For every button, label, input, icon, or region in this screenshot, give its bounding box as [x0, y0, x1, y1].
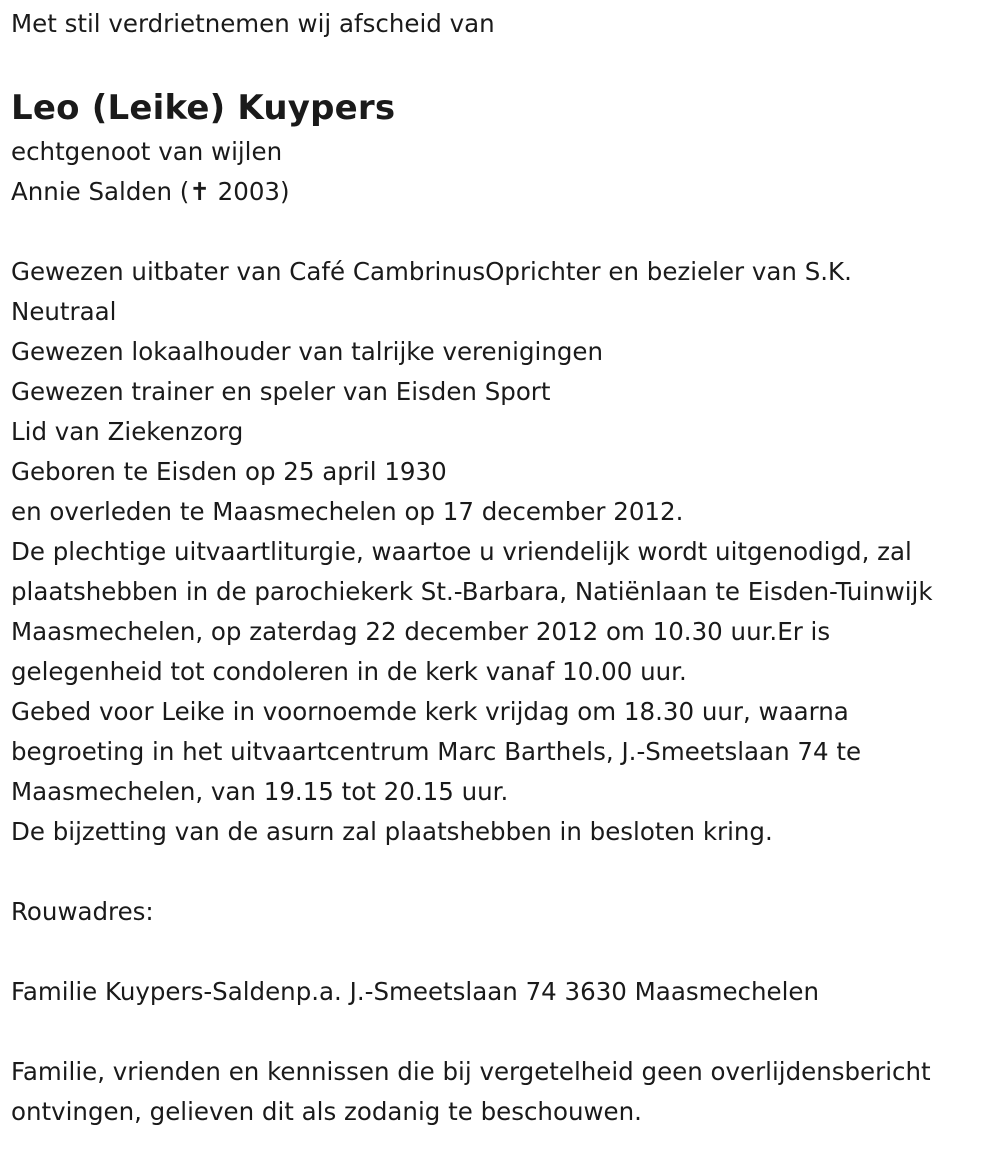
spacer	[11, 852, 991, 892]
role-line: Gewezen uitbater van Café CambrinusOprichter en bezieler van S.K.	[11, 257, 852, 286]
spacer	[11, 1012, 991, 1052]
prayer-paragraph: Gebed voor Leike in voornoemde kerk vrijdag om 18.30 uur, waarna begroeting in het uitvaartcentrum Marc Barthels, J.-Smeetslaan 74 te Maasmechelen, van 19.15 tot 20.15 uur.	[11, 697, 862, 806]
spouse-line-2: Annie Salden (✝ 2003)	[11, 177, 290, 206]
mourning-address: Familie Kuypers-Saldenp.a. J.-Smeetslaan 74 3630 Maasmechelen	[11, 977, 820, 1006]
spacer	[11, 44, 991, 84]
burial-paragraph: De bijzetting van de asurn zal plaatshebben in besloten kring.	[11, 817, 773, 846]
closing-paragraph: Familie, vrienden en kennissen die bij vergetelheid geen overlijdensbericht ontvingen, gelieven dit als zodanig te beschouwen.	[11, 1057, 931, 1126]
obituary-notice	[11, 4, 991, 1132]
spacer	[11, 932, 991, 972]
role-line: Lid van Ziekenzorg	[11, 417, 244, 446]
birth-line: Geboren te Eisden op 25 april 1930	[11, 457, 447, 486]
spacer	[11, 212, 991, 252]
death-line: en overleden te Maasmechelen op 17 december 2012.	[11, 497, 684, 526]
role-line: Neutraal	[11, 297, 117, 326]
role-line: Gewezen trainer en speler van Eisden Sport	[11, 377, 551, 406]
deceased-name: Leo (Leike) Kuypers	[11, 88, 396, 128]
address-label: Rouwadres:	[11, 897, 154, 926]
role-line: Gewezen lokaalhouder van talrijke verenigingen	[11, 337, 604, 366]
liturgy-paragraph: De plechtige uitvaartliturgie, waartoe u vriendelijk wordt uitgenodigd, zal plaatshebben in de parochiekerk St.-Barbara, Natiënlaan te Eisden-Tuinwijk Maasmechelen, op zaterdag 22 december 2012 om 10.30 uur.Er is gelegenheid tot condoleren in de kerk vanaf 10.00 uur.	[11, 537, 933, 686]
intro-text: Met stil verdrietnemen wij afscheid van	[11, 9, 495, 38]
spouse-line-1: echtgenoot van wijlen	[11, 137, 283, 166]
